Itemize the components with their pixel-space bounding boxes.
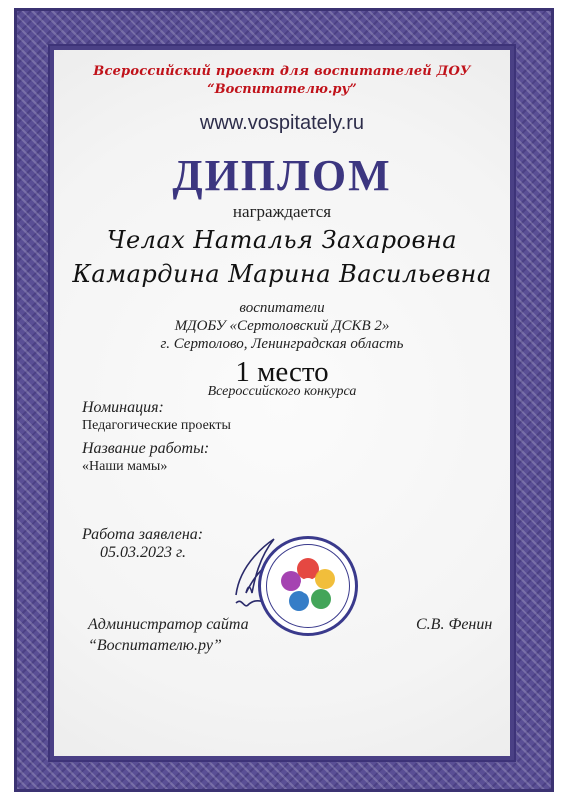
submitted-date: 05.03.2023 г. (100, 544, 187, 561)
website-url: www.vospitately.ru (199, 112, 365, 134)
submitted-label: Работа заявлена: (82, 526, 204, 543)
position: воспитатели (239, 300, 325, 316)
location: г. Сертолово, Ленинградская область (160, 336, 404, 352)
project-name: “Воспитателю.ру” (207, 82, 357, 97)
recipient-name-1: Челах Наталья Захаровна (106, 226, 458, 254)
stamp-graphic (261, 539, 355, 633)
awarded-text: награждается (232, 202, 332, 221)
stamp (258, 536, 358, 636)
organization: МДОБУ «Сертоловский ДСКВ 2» (174, 318, 390, 334)
work-value: «Наши мамы» (82, 459, 168, 474)
diploma-title: ДИПЛОМ (172, 151, 392, 200)
signatory-name: С.В. Фенин (416, 616, 493, 633)
work-label: Название работы: (82, 440, 210, 457)
diploma-paper (54, 50, 510, 756)
admin-site: “Воспитателю.ру” (88, 637, 222, 654)
nomination-label: Номинация: (82, 399, 164, 416)
recipient-name-2: Камардина Марина Васильевна (72, 260, 492, 288)
admin-title: Администратор сайта (88, 616, 249, 633)
project-line: Всероссийский проект для воспитателей ДОУ (93, 64, 471, 79)
competition: Всероссийского конкурса (207, 384, 357, 399)
nomination-value: Педагогические проекты (82, 418, 231, 433)
place: 1 место (235, 356, 329, 388)
